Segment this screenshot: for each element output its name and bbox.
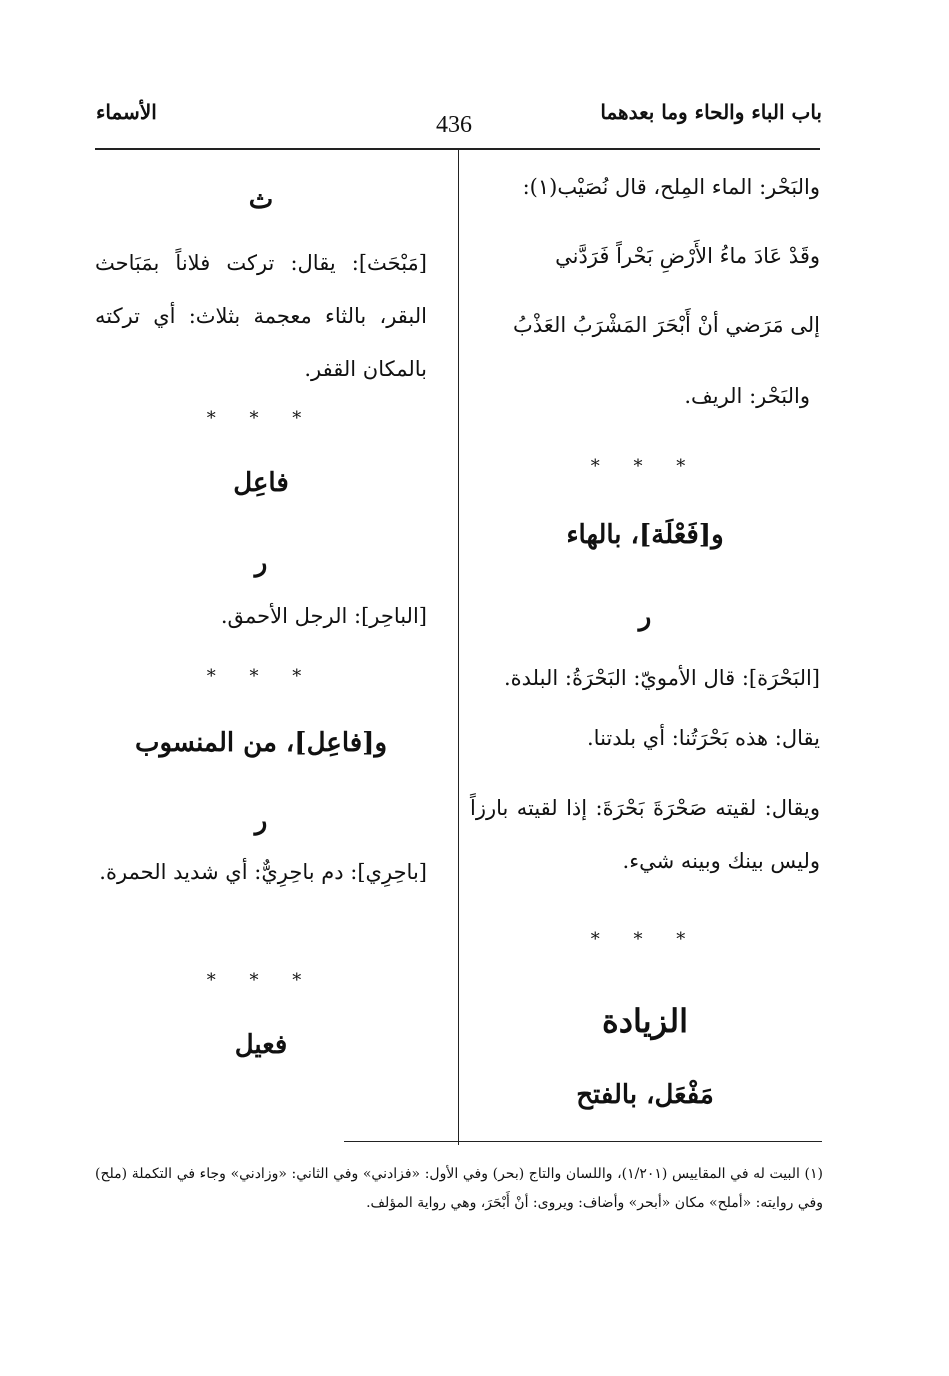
page-number: 436 xyxy=(436,112,472,138)
text-paragraph: [مَبْحَث]: يقال: تركت فلاناً بمَبَاحث البقر، بالثاء معجمة بثلاث: أي تركته بالمكان القفر. xyxy=(95,251,427,381)
right-column xyxy=(470,170,820,1130)
section-heading: و[فَعْلَة]، بالهاء xyxy=(566,520,724,550)
section-heading: فعيل xyxy=(234,1030,288,1060)
section-heading: مَفْعَل، بالفتح xyxy=(576,1080,714,1110)
verse-line: إلى مَرَضي أنْ أَبْحَرَ المَشْرَبُ العَذْبُ xyxy=(513,313,820,337)
verse-line: وقَدْ عَادَ ماءُ الأَرْضِ بَحْراً فَرَدَّني xyxy=(555,244,820,268)
section-separator: * * * xyxy=(206,408,316,429)
section-separator: * * * xyxy=(590,929,700,950)
root-letter: ر xyxy=(638,602,652,632)
section-separator: * * * xyxy=(590,456,700,477)
footnote: (١) البيت له في المقاييس (١/٢٠١)، واللسان والتاج (بحر) وفي الأول: «فزادني» وفي الثاني: «وزادني» وجاء في التكملة (ملح) وفي روايته: «أملح» مكان «أبحر» وأضاف: ويروى: أنْ أَبْحَرَ، وهي رواية المؤلف. xyxy=(95,1166,823,1211)
text-line: والبَحْر: الريف. xyxy=(684,384,810,408)
text-paragraph: ويقال: لقيته صَحْرَةَ بَحْرَةَ: إذا لقيته بارزاً وليس بينك وبينه شيء. xyxy=(470,796,820,873)
section-title: الأسماء xyxy=(96,100,157,124)
footnote-divider xyxy=(344,1141,822,1142)
section-heading: و[فاعِل]، من المنسوب xyxy=(134,728,388,758)
root-letter: ر xyxy=(254,548,268,578)
section-separator: * * * xyxy=(206,970,316,991)
section-separator: * * * xyxy=(206,666,316,687)
text-paragraph: [باحِرِي]: دم باحِرِيٌّ: أي شديد الحمرة. xyxy=(99,860,427,884)
section-heading: فاعِل xyxy=(233,468,289,498)
left-column xyxy=(95,170,427,1130)
root-letter: ر xyxy=(254,806,268,836)
text-line: [الباحِر]: الرجل الأحمق. xyxy=(220,604,427,628)
column-divider xyxy=(458,150,459,1145)
root-letter: ث xyxy=(248,185,274,215)
text-line: والبَحْر: الماء المِلح، قال نُصَيْب(١): xyxy=(522,175,820,199)
section-heading: الزيادة xyxy=(602,1002,688,1040)
chapter-title: باب الباء والحاء وما بعدهما xyxy=(600,100,822,124)
text-line: يقال: هذه بَحْرَتُنا: أي بلدتنا. xyxy=(587,726,820,750)
text-line: [البَحْرَة]: قال الأمويّ: البَحْرَةُ: البلدة. xyxy=(503,666,820,690)
